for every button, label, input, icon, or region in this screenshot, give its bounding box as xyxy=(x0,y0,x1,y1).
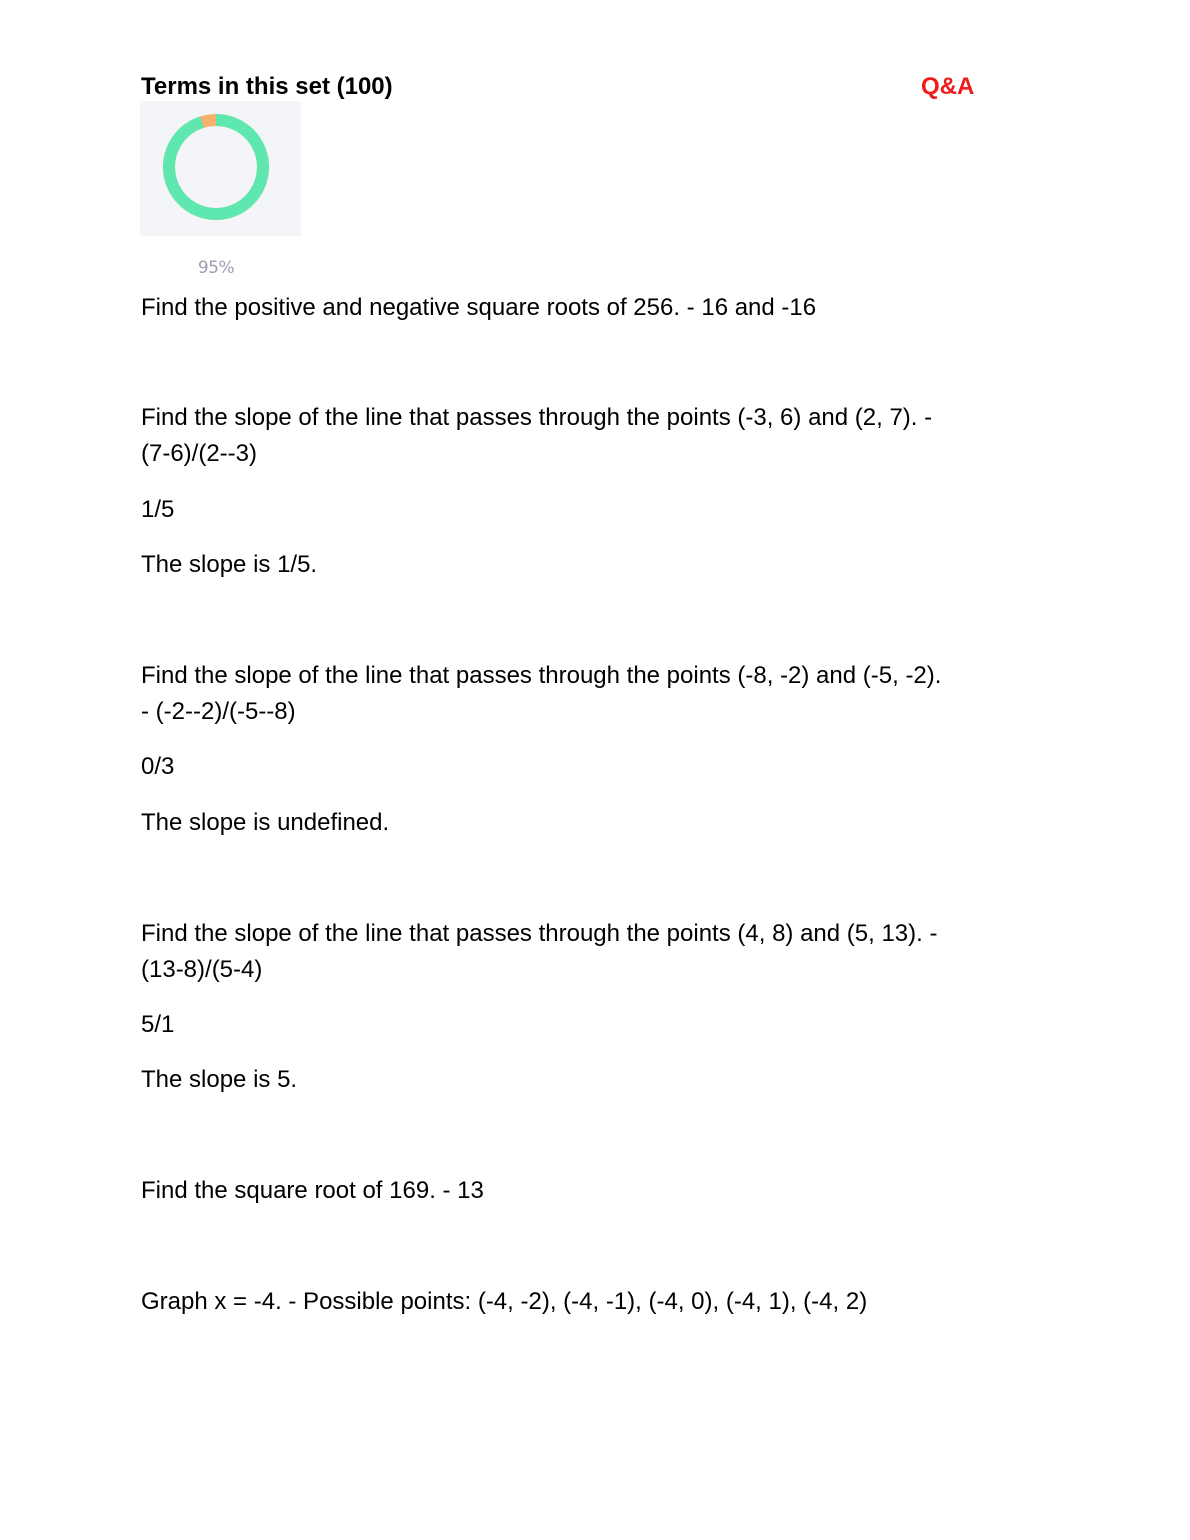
progress-ring-card xyxy=(140,101,301,278)
progress-percent-label: 95% xyxy=(197,258,235,278)
term-question: Find the square root of 169. - 13 xyxy=(141,1177,484,1204)
term-answer: (7-6)/(2--3) xyxy=(141,440,258,467)
term-question: Find the positive and negative square roots of 256. - 16 and -16 xyxy=(141,294,817,321)
term-answer: The slope is 5. xyxy=(141,1066,298,1093)
term-answer: The slope is 1/5. xyxy=(141,551,318,578)
term-question: Find the slope of the line that passes through the points (-8, -2) and (-5, -2). xyxy=(141,662,942,689)
term-answer: 5/1 xyxy=(141,1011,175,1038)
page-title: Terms in this set (100) xyxy=(141,73,393,100)
qa-badge: Q&A xyxy=(921,73,975,100)
term-answer: The slope is undefined. xyxy=(141,809,390,836)
progress-ring xyxy=(140,101,301,236)
term-answer: (13-8)/(5-4) xyxy=(141,956,263,983)
term-question: Graph x = -4. - Possible points: (-4, -2), (-4, -1), (-4, 0), (-4, 1), (-4, 2) xyxy=(141,1288,868,1315)
term-answer: 0/3 xyxy=(141,753,175,780)
term-question: Find the slope of the line that passes through the points (-3, 6) and (2, 7). - xyxy=(141,404,933,431)
term-answer: 1/5 xyxy=(141,496,175,523)
progress-ring-fill xyxy=(169,120,263,214)
term-answer: - (-2--2)/(-5--8) xyxy=(141,698,296,725)
term-question: Find the slope of the line that passes through the points (4, 8) and (5, 13). - xyxy=(141,920,938,947)
